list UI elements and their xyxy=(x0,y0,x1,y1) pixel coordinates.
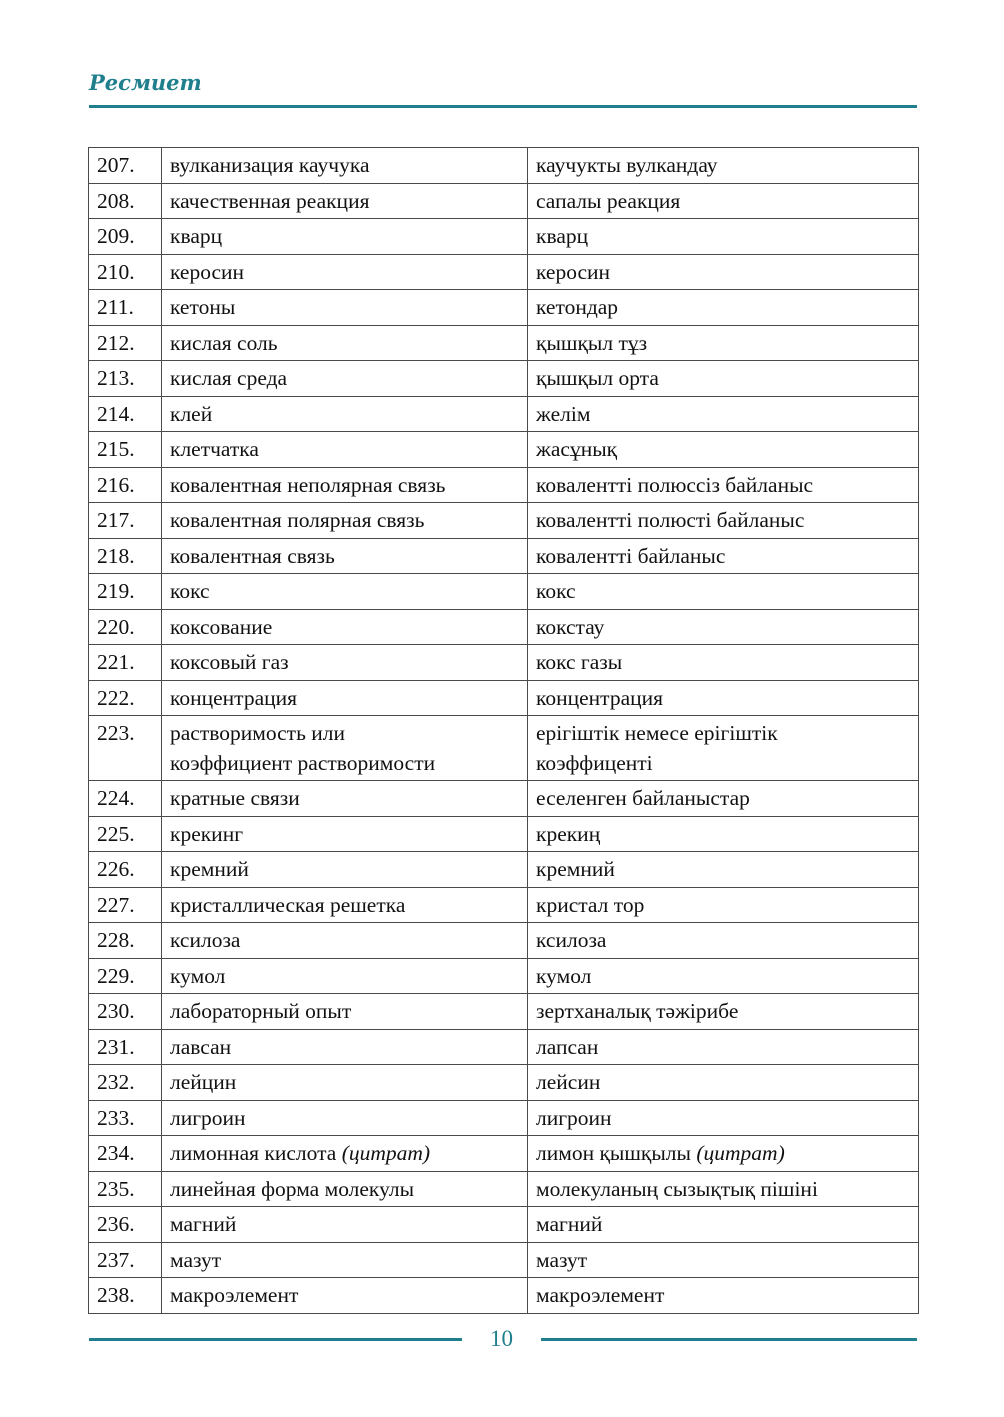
term-kazakh: кумол xyxy=(528,958,919,994)
term-number: 219. xyxy=(89,574,162,610)
term-kazakh: лапсан xyxy=(528,1029,919,1065)
term-russian: ковалентная полярная связь xyxy=(162,503,528,539)
page-number: 10 xyxy=(490,1326,513,1351)
table-row xyxy=(89,994,919,1030)
term-russian: коксование xyxy=(162,609,528,645)
term-number: 227. xyxy=(89,887,162,923)
term-kazakh-text: лимон қышқылы xyxy=(536,1141,691,1166)
term-kazakh: каучукты вулкандау xyxy=(528,148,919,184)
term-russian-text: лимонная кислота xyxy=(170,1141,337,1166)
table-row xyxy=(89,1136,919,1172)
term-kazakh: концентрация xyxy=(528,680,919,716)
term-russian: кетоны xyxy=(162,290,528,326)
term-number: 214. xyxy=(89,396,162,432)
term-number: 222. xyxy=(89,680,162,716)
table-row xyxy=(89,781,919,817)
term-kazakh xyxy=(528,716,919,781)
table-row xyxy=(89,432,919,468)
table-row xyxy=(89,503,919,539)
term-number: 224. xyxy=(89,781,162,817)
term-russian: лейцин xyxy=(162,1065,528,1101)
table-row xyxy=(89,609,919,645)
term-russian: клетчатка xyxy=(162,432,528,468)
term-kazakh-note: (цитрат) xyxy=(696,1141,785,1166)
term-number: 236. xyxy=(89,1207,162,1243)
term-number: 226. xyxy=(89,852,162,888)
term-kazakh: кварц xyxy=(528,219,919,255)
term-russian: кокс xyxy=(162,574,528,610)
term-number: 237. xyxy=(89,1242,162,1278)
term-kazakh: молекуланың сызықтық пішіні xyxy=(528,1171,919,1207)
term-russian: концентрация xyxy=(162,680,528,716)
term-number: 238. xyxy=(89,1278,162,1314)
term-number: 211. xyxy=(89,290,162,326)
term-russian: вулканизация каучука xyxy=(162,148,528,184)
table-row xyxy=(89,816,919,852)
term-russian-line: растворимость или xyxy=(170,721,345,745)
term-russian: кратные связи xyxy=(162,781,528,817)
table-row xyxy=(89,887,919,923)
table-row xyxy=(89,538,919,574)
term-kazakh: жасұнық xyxy=(528,432,919,468)
term-russian-line: коэффициент растворимости xyxy=(170,751,436,775)
term-number: 216. xyxy=(89,467,162,503)
term-kazakh: крекиң xyxy=(528,816,919,852)
table-row xyxy=(89,680,919,716)
term-number: 213. xyxy=(89,361,162,397)
header-divider xyxy=(89,105,917,108)
term-kazakh: лигроин xyxy=(528,1100,919,1136)
term-kazakh: ковалентті полюссіз байланыс xyxy=(528,467,919,503)
term-kazakh: ковалентті байланыс xyxy=(528,538,919,574)
table-row xyxy=(89,1278,919,1314)
term-kazakh: кокс xyxy=(528,574,919,610)
term-russian: кумол xyxy=(162,958,528,994)
term-russian: кислая среда xyxy=(162,361,528,397)
term-russian: лавсан xyxy=(162,1029,528,1065)
table-row xyxy=(89,852,919,888)
term-kazakh: ксилоза xyxy=(528,923,919,959)
footer-divider-left xyxy=(89,1338,462,1341)
table-row xyxy=(89,958,919,994)
term-kazakh: лейсин xyxy=(528,1065,919,1101)
glossary-table xyxy=(88,147,919,1314)
term-number: 232. xyxy=(89,1065,162,1101)
table-row xyxy=(89,183,919,219)
footer-divider-right xyxy=(541,1338,917,1341)
term-kazakh: макроэлемент xyxy=(528,1278,919,1314)
term-russian: ксилоза xyxy=(162,923,528,959)
term-kazakh: магний xyxy=(528,1207,919,1243)
term-number: 225. xyxy=(89,816,162,852)
term-number: 207. xyxy=(89,148,162,184)
term-kazakh: желім xyxy=(528,396,919,432)
term-number: 230. xyxy=(89,994,162,1030)
term-kazakh: керосин xyxy=(528,254,919,290)
term-number: 220. xyxy=(89,609,162,645)
term-russian: кристаллическая решетка xyxy=(162,887,528,923)
table-row xyxy=(89,290,919,326)
term-russian: коксовый газ xyxy=(162,645,528,681)
term-kazakh: кремний xyxy=(528,852,919,888)
table-row xyxy=(89,361,919,397)
term-russian-note: (цитрат) xyxy=(341,1141,431,1166)
table-row xyxy=(89,716,919,781)
table-row xyxy=(89,467,919,503)
term-number: 229. xyxy=(89,958,162,994)
term-russian: кремний xyxy=(162,852,528,888)
table-row xyxy=(89,148,919,184)
term-number: 223. xyxy=(89,716,162,781)
term-kazakh: кокс газы xyxy=(528,645,919,681)
term-russian xyxy=(162,716,528,781)
term-russian: магний xyxy=(162,1207,528,1243)
term-russian: клей xyxy=(162,396,528,432)
table-row xyxy=(89,1065,919,1101)
term-russian: крекинг xyxy=(162,816,528,852)
term-number: 233. xyxy=(89,1100,162,1136)
table-row xyxy=(89,1207,919,1243)
term-russian: макроэлемент xyxy=(162,1278,528,1314)
term-kazakh: қышқыл орта xyxy=(528,361,919,397)
term-number: 208. xyxy=(89,183,162,219)
table-row xyxy=(89,923,919,959)
term-kazakh: зертханалық тәжірибе xyxy=(528,994,919,1030)
term-kazakh: ковалентті полюсті байланыс xyxy=(528,503,919,539)
term-russian: ковалентная связь xyxy=(162,538,528,574)
term-number: 221. xyxy=(89,645,162,681)
term-kazakh: кокстау xyxy=(528,609,919,645)
term-number: 234. xyxy=(89,1136,162,1172)
term-number: 212. xyxy=(89,325,162,361)
table-row xyxy=(89,325,919,361)
term-number: 209. xyxy=(89,219,162,255)
table-row xyxy=(89,396,919,432)
term-russian: линейная форма молекулы xyxy=(162,1171,528,1207)
term-number: 228. xyxy=(89,923,162,959)
term-number: 217. xyxy=(89,503,162,539)
table-row xyxy=(89,1100,919,1136)
term-kazakh xyxy=(528,1136,919,1172)
term-kazakh: қышқыл тұз xyxy=(528,325,919,361)
table-row xyxy=(89,254,919,290)
table-row xyxy=(89,1242,919,1278)
term-russian: ковалентная неполярная связь xyxy=(162,467,528,503)
term-russian: мазут xyxy=(162,1242,528,1278)
term-number: 231. xyxy=(89,1029,162,1065)
table-row xyxy=(89,1029,919,1065)
table-row xyxy=(89,645,919,681)
term-kazakh: еселенген байланыстар xyxy=(528,781,919,817)
term-kazakh: кетондар xyxy=(528,290,919,326)
table-row xyxy=(89,574,919,610)
term-russian: кислая соль xyxy=(162,325,528,361)
term-russian: лигроин xyxy=(162,1100,528,1136)
term-number: 235. xyxy=(89,1171,162,1207)
term-russian: кварц xyxy=(162,219,528,255)
term-kazakh-line: коэффиценті xyxy=(536,751,653,775)
term-russian: лабораторный опыт xyxy=(162,994,528,1030)
table-row xyxy=(89,1171,919,1207)
term-kazakh: кристал тор xyxy=(528,887,919,923)
page-header-title: Ресмиет xyxy=(89,70,202,95)
term-kazakh-line: ерігіштік немесе ерігіштік xyxy=(536,721,778,745)
term-russian xyxy=(162,1136,528,1172)
term-number: 210. xyxy=(89,254,162,290)
term-kazakh: сапалы реакция xyxy=(528,183,919,219)
term-number: 215. xyxy=(89,432,162,468)
term-russian: керосин xyxy=(162,254,528,290)
term-number: 218. xyxy=(89,538,162,574)
table-row xyxy=(89,219,919,255)
term-kazakh: мазут xyxy=(528,1242,919,1278)
term-russian: качественная реакция xyxy=(162,183,528,219)
